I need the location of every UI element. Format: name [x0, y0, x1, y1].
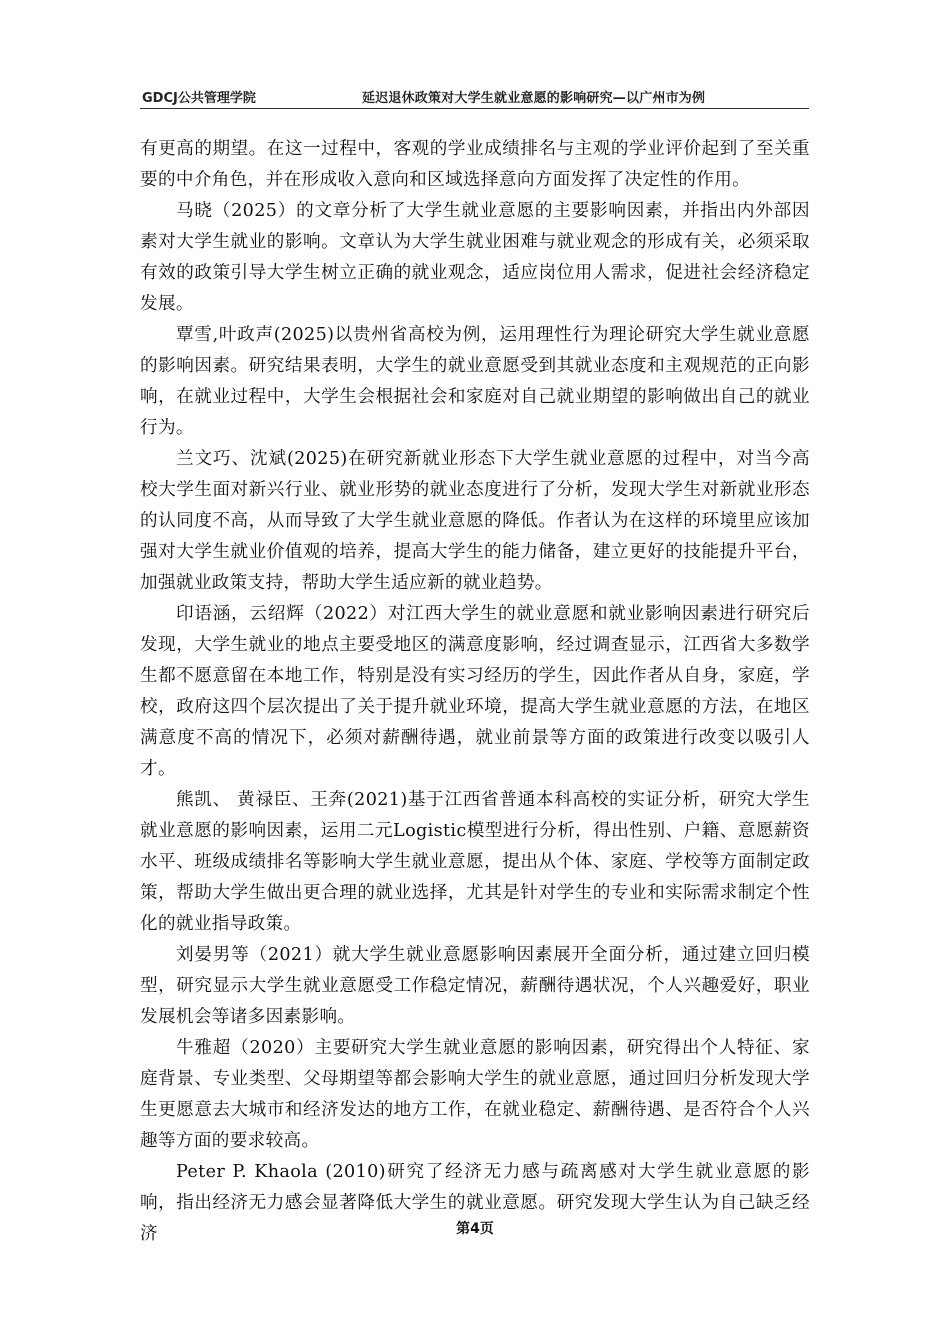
- paragraph-ma-xiao: 马晓（2025）的文章分析了大学生就业意愿的主要影响因素，并指出内外部因素对大学生就业的影响。文章认为大学生就业困难与就业观念的形成有关，必须采取有效的政策引导大学生树立正确的就业观念，适应岗位用人需求，促进社会经济稳定发展。: [140, 201, 810, 314]
- paragraph-lan-wenqiao: 兰文巧、沈斌(2025)在研究新就业形态下大学生就业意愿的过程中，对当今高校大学生面对新兴行业、就业形势的就业态度进行了分析，发现大学生对新就业形态的认同度不高，从而导致了大学生就业意愿的降低。作者认为在这样的环境里应该加强对大学生就业价值观的培养，提高大学生的能力储备，建立更好的技能提升平台，加强就业政策支持，帮助大学生适应新的就业趋势。: [140, 449, 810, 593]
- header-paper-title: 延迟退休政策对大学生就业意愿的影响研究—以广州市为例: [362, 91, 706, 106]
- paragraph-continuation: 有更高的期望。在这一过程中，客观的学业成绩排名与主观的学业评价起到了至关重要的中介角色，并在形成收入意向和区域选择意向方面发挥了决定性的作用。: [140, 139, 810, 190]
- paragraph-yin-yuhan: 印语涵，云绍辉（2022）对江西大学生的就业意愿和就业影响因素进行研究后发现，大学生就业的地点主要受地区的满意度影响，经过调查显示，江西省大多数学生都不愿意留在本地工作，特别是没有实习经历的学生，因此作者从自身，家庭，学校，政府这四个层次提出了关于提升就业环境，提高大学生就业意愿的方法，在地区满意度不高的情况下，必须对薪酬待遇，就业前景等方面的政策进行改变以吸引人才。: [140, 604, 810, 779]
- paragraph-niu-yachao: 牛雅超（2020）主要研究大学生就业意愿的影响因素，研究得出个人特征、家庭背景、专业类型、父母期望等都会影响大学生的就业意愿，通过回归分析发现大学生更愿意去大城市和经济发达的地方工作，在就业稳定、薪酬待遇、是否符合个人兴趣等方面的要求较高。: [140, 1038, 810, 1151]
- paragraph-tan-xue: 覃雪,叶政声(2025)以贵州省高校为例，运用理性行为理论研究大学生就业意愿的影响因素。研究结果表明，大学生的就业意愿受到其就业态度和主观规范的正向影响，在就业过程中，大学生会根据社会和家庭对自己就业期望的影响做出自己的就业行为。: [140, 325, 810, 438]
- paragraph-xiong-kai: 熊凯、 黄禄臣、王奔(2021)基于江西省普通本科高校的实证分析，研究大学生就业意愿的影响因素，运用二元Logistic模型进行分析，得出性别、户籍、意愿薪资水平、班级成绩排名等影响大学生就业意愿，提出从个体、家庭、学校等方面制定政策，帮助大学生做出更合理的就业选择，尤其是针对学生的专业和实际需求制定个性化的就业指导政策。: [140, 790, 810, 934]
- paragraph-peter-khaola: Peter P. Khaola (2010)研究了经济无力感与疏离感对大学生就业意愿的影响，指出经济无力感会显著降低大学生的就业意愿。研究发现大学生认为自己缺乏经济: [140, 1162, 810, 1244]
- header-institution: GDCJ公共管理学院: [142, 91, 256, 106]
- page-header: [140, 86, 809, 109]
- paragraph-liu-yannan: 刘晏男等（2021）就大学生就业意愿影响因素展开全面分析，通过建立回归模型，研究显示大学生就业意愿受工作稳定情况，薪酬待遇状况，个人兴趣爱好，职业发展机会等诸多因素影响。: [140, 945, 810, 1027]
- body-text: [140, 134, 810, 1250]
- page-number: 第4页: [456, 1221, 494, 1237]
